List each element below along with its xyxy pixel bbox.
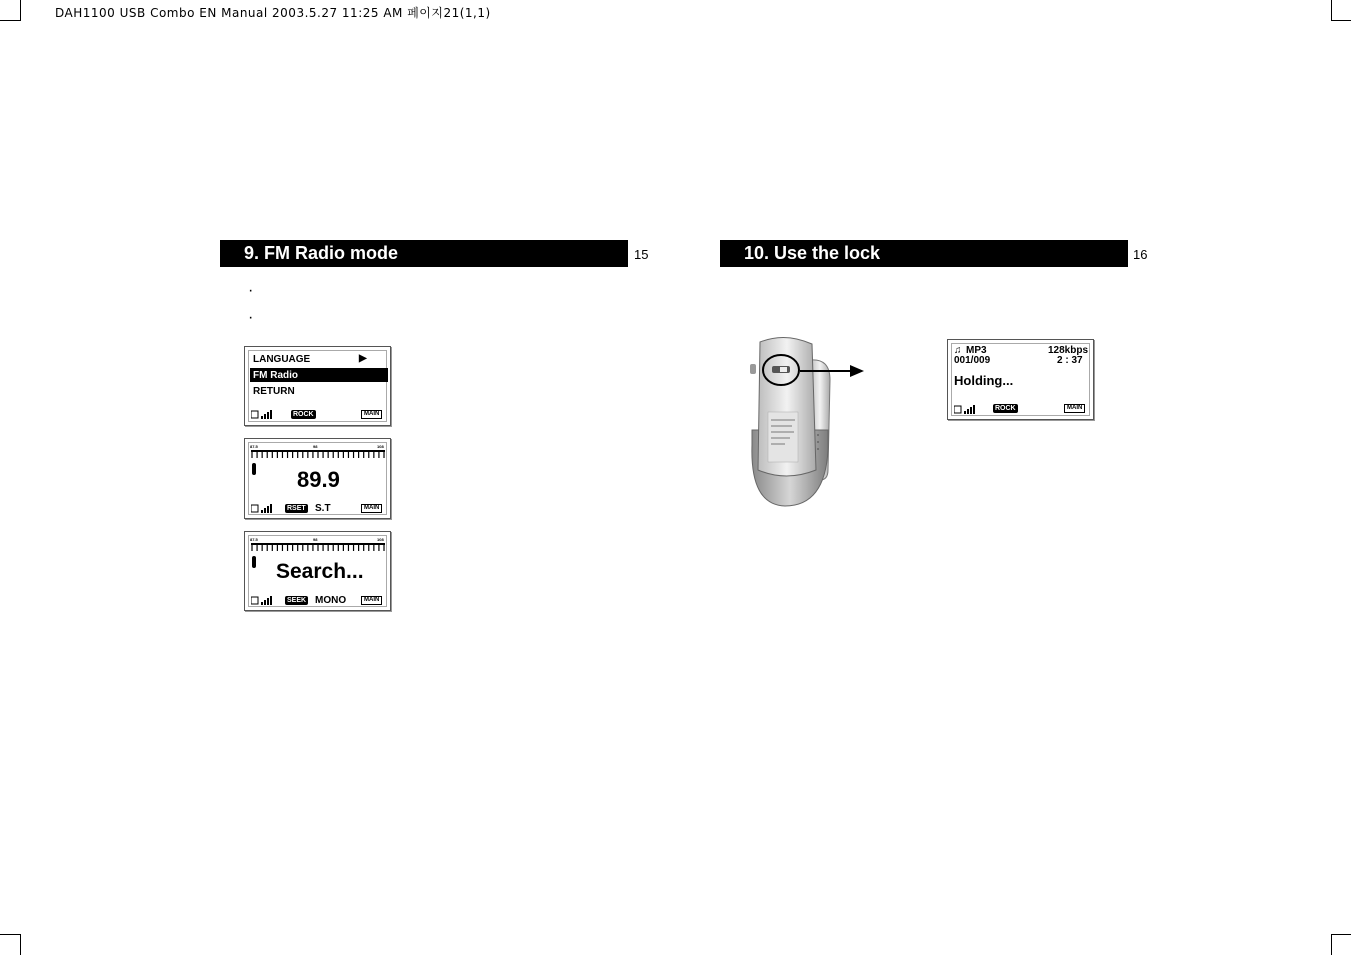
scale-label-mid: 98 [313, 444, 318, 449]
search-status: Search... [276, 560, 364, 583]
bullet-1: · [248, 282, 254, 299]
track-bitrate: 128kbps [1048, 345, 1089, 356]
section-title-use-lock: 10. Use the lock [720, 240, 1128, 267]
bullet-2: · [248, 309, 254, 326]
scale-label-min: 87.5 [250, 444, 258, 449]
music-note-icon: ♫ [954, 345, 962, 356]
play-arrow-icon: ▶ [359, 353, 367, 364]
scale-label-max: 108 [377, 537, 384, 542]
holding-message: Holding... [954, 373, 1014, 388]
status-mode-badge: SEEK [287, 597, 307, 604]
menu-item-return: RETURN [253, 386, 295, 397]
tuning-cursor [252, 463, 256, 475]
signal-strength-icon [251, 595, 277, 605]
status-mode-badge: ROCK [293, 411, 314, 418]
crop-mark-bottom-left [0, 934, 21, 955]
lcd-screen-menu [244, 346, 391, 426]
arrow-right-icon [800, 364, 866, 378]
crop-mark-bottom-right [1331, 934, 1351, 955]
battery-icon: MAIN [361, 410, 382, 419]
lcd-screen-frequency [244, 438, 391, 519]
battery-icon: MAIN [361, 596, 382, 605]
signal-strength-icon [251, 503, 277, 513]
page-number-right: 16 [1133, 247, 1148, 262]
print-header: DAH1100 USB Combo EN Manual 2003.5.27 11:25 AM 페이지21(1,1) [55, 6, 491, 20]
track-number: 001/009 [954, 355, 991, 366]
lock-switch-icon [760, 352, 802, 388]
signal-strength-icon [954, 404, 980, 414]
menu-item-language: LANGUAGE [253, 354, 311, 365]
frequency-scale [251, 543, 385, 553]
scale-label-min: 87.5 [250, 537, 258, 542]
signal-strength-icon [251, 409, 277, 419]
lcd-screen-holding [947, 339, 1094, 420]
scale-label-mid: 98 [313, 537, 318, 542]
tuning-cursor [252, 556, 256, 568]
crop-mark-top-right [1331, 0, 1351, 21]
crop-mark-top-left [0, 0, 21, 21]
section-title-fm-radio: 9. FM Radio mode [220, 240, 628, 267]
track-time: 2 : 37 [1057, 355, 1083, 366]
battery-icon: MAIN [1064, 404, 1085, 413]
battery-icon: MAIN [361, 504, 382, 513]
mono-indicator: MONO [315, 595, 347, 606]
page-number-left: 15 [634, 247, 649, 262]
lcd-screen-search [244, 531, 391, 611]
scale-label-max: 108 [377, 444, 384, 449]
frequency-value: 89.9 [297, 467, 340, 492]
stereo-indicator: S.T [315, 503, 331, 514]
frequency-scale [251, 450, 385, 460]
status-mode-badge: RSET [287, 505, 306, 512]
track-format: MP3 [966, 345, 987, 356]
status-mode-badge: ROCK [995, 405, 1016, 412]
menu-item-fm-radio: FM Radio [253, 370, 298, 381]
